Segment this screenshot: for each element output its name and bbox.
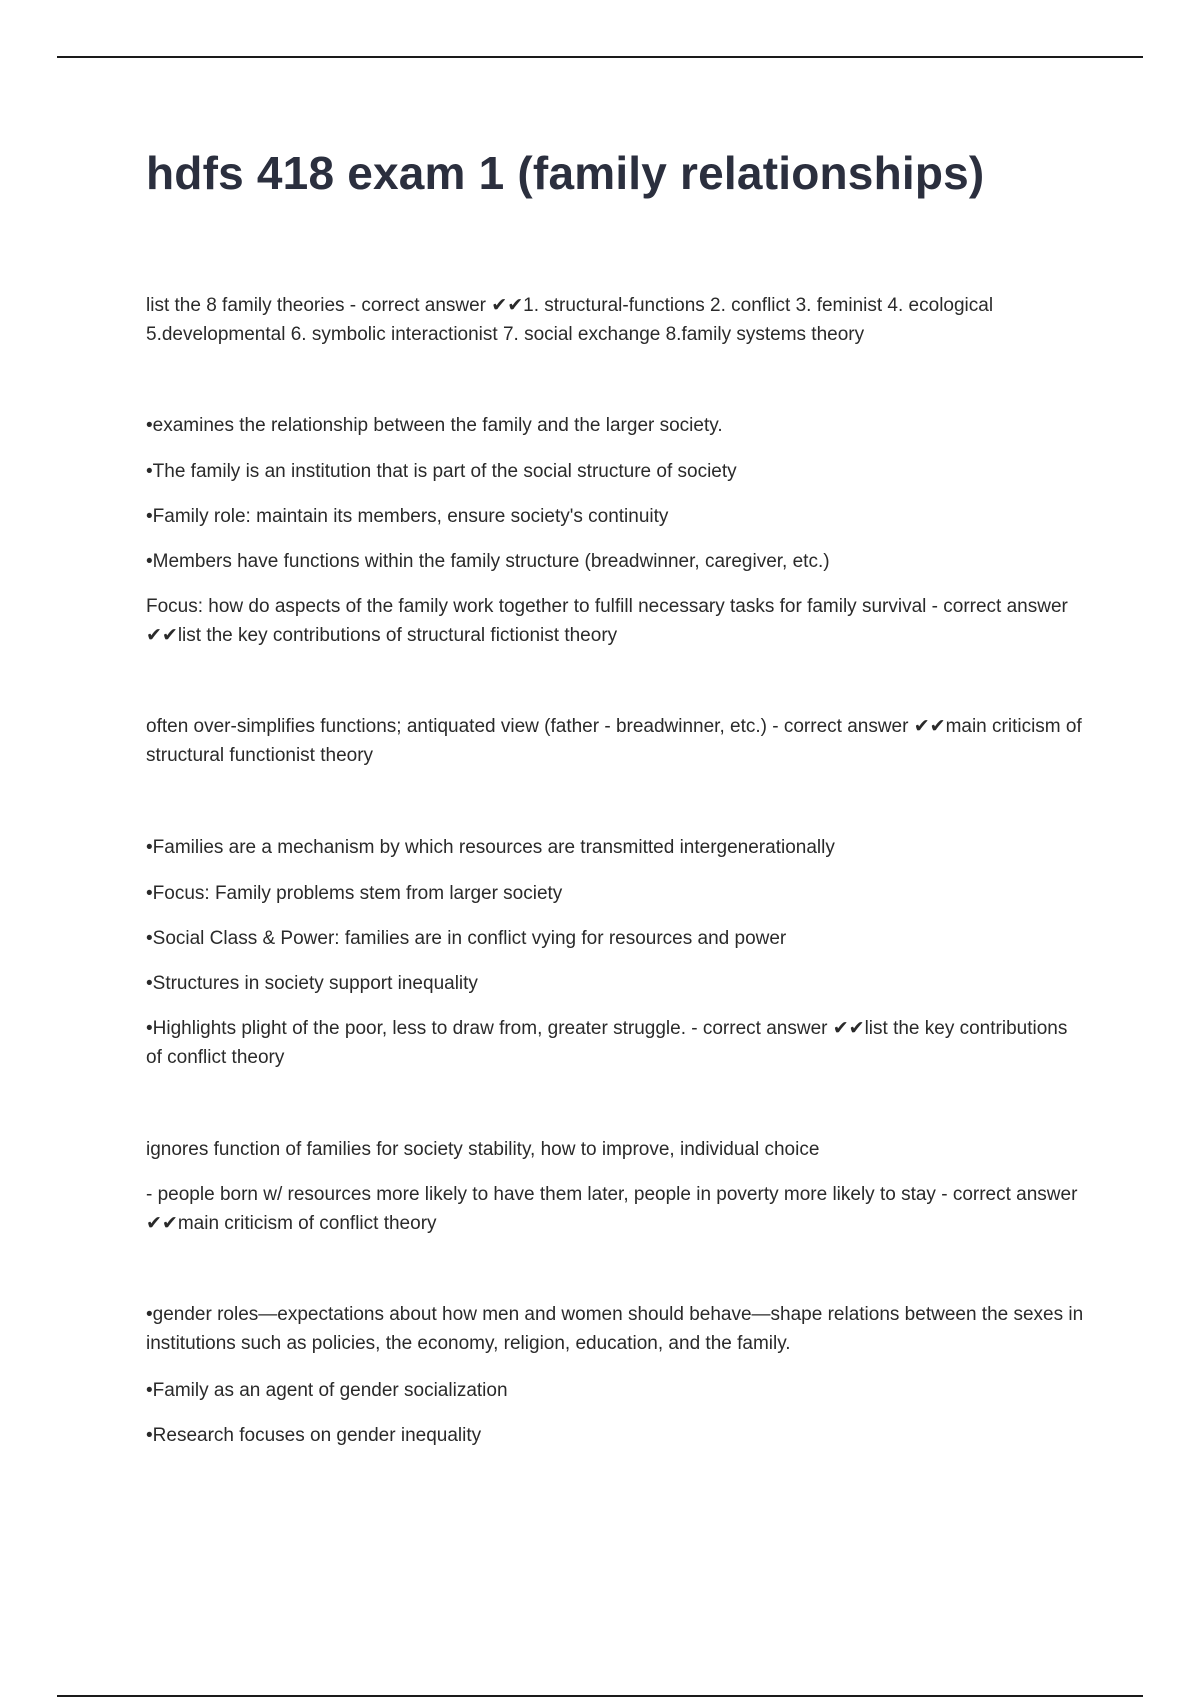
paragraph-bullet: •Members have functions within the family structure (breadwinner, caregiver, etc.) [146, 551, 830, 572]
paragraph-structural-criticism: often over-simplifies functions; antiquated view (father - breadwinner, etc.) - correct answer ✔✔main criticism of structural functionist theory [146, 716, 1082, 766]
paragraph-conflict-contributions: •Highlights plight of the poor, less to draw from, greater struggle. - correct answer ✔✔list the key contributions of conflict theory [146, 1018, 1068, 1068]
paragraph-bullet: •Research focuses on gender inequality [146, 1425, 482, 1446]
paragraph-structural-focus: Focus: how do aspects of the family work together to fulfill necessary tasks for family survival - correct answer ✔✔list the key contributions of structural fictionist theory [146, 596, 1068, 646]
paragraph-bullet: •Family role: maintain its members, ensure society's continuity [146, 506, 669, 527]
document-title: hdfs 418 exam 1 (family relationships) [146, 147, 985, 199]
paragraph-feminist-gender-roles: •gender roles—expectations about how men and women should behave—shape relations between the sexes in institutions such as policies, the economy, religion, education, and the family. [146, 1304, 1084, 1354]
paragraph-bullet: •Social Class & Power: families are in conflict vying for resources and power [146, 928, 787, 949]
bottom-rule [57, 1695, 1143, 1697]
paragraph-conflict-criticism-detail: - people born w/ resources more likely to have them later, people in poverty more likely to stay - correct answer ✔✔main criticism of conflict theory [146, 1184, 1078, 1234]
paragraph-conflict-criticism: ignores function of families for society stability, how to improve, individual choice [146, 1139, 820, 1160]
paragraph-bullet: •Family as an agent of gender socialization [146, 1380, 508, 1401]
paragraph-bullet: •Families are a mechanism by which resources are transmitted intergenerationally [146, 837, 835, 858]
paragraph-bullet: •Structures in society support inequality [146, 973, 478, 994]
top-rule [57, 56, 1143, 58]
paragraph-family-theories: list the 8 family theories - correct answer ✔✔1. structural-functions 2. conflict 3. feminist 4. ecological 5.developmental 6. symbolic interactionist 7. social exchange 8.family systems theory [146, 295, 994, 345]
paragraph-bullet: •examines the relationship between the family and the larger society. [146, 415, 723, 436]
paragraph-bullet: •The family is an institution that is part of the social structure of society [146, 461, 737, 482]
paragraph-bullet: •Focus: Family problems stem from larger society [146, 883, 563, 904]
